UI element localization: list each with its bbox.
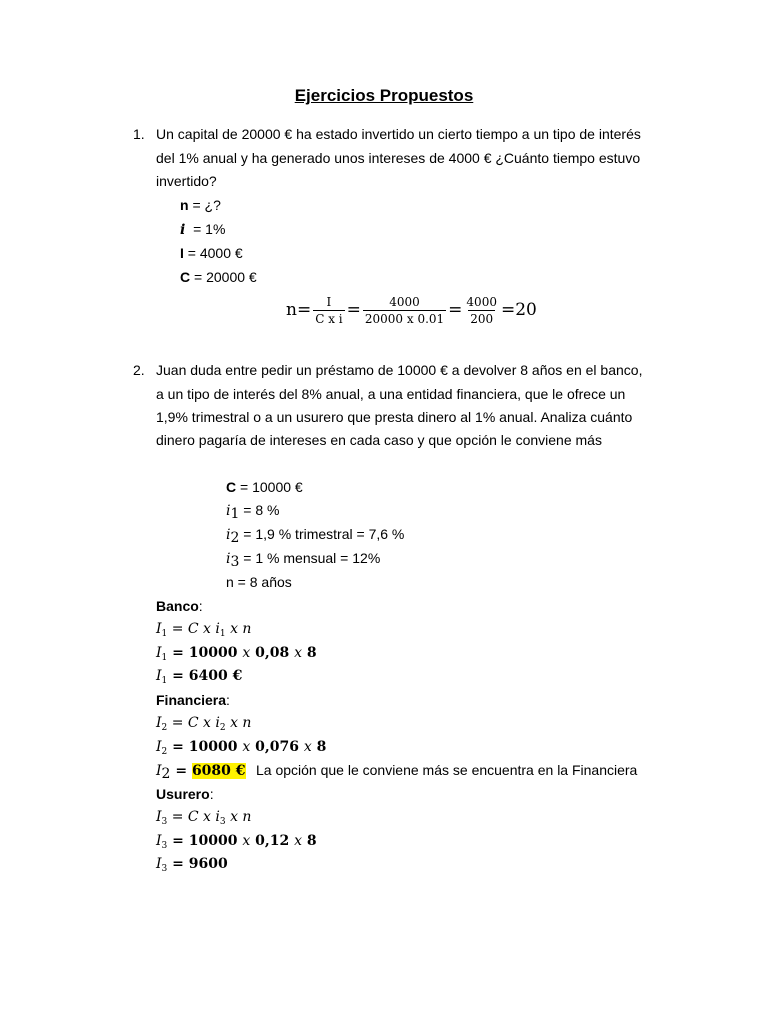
exercise-1-line-3: invertido? [156,173,217,189]
financiera-formula: $I_2 = C$ x $i_2$ x n [156,715,252,733]
financiera-result-sub: 2 [161,766,171,782]
financiera-calculation: $I_2 = 10000$ x 0,076 x 8 [156,739,327,757]
usurero-calculation: $I_3 = 10000$ x 0,12 x 8 [156,833,317,851]
data-i2: $i_2 = 1,9$ % trimestral = 7,6 % [226,526,405,546]
page-title: Ejercicios Propuestos [294,86,474,105]
formula-time [286,290,537,330]
exercise-2-line-2: a un tipo de interés del 8% anual, a una entidad financiera, que le ofrece un [156,386,626,402]
data-i3: $i_3 = 1$ % mensual = 12% [226,550,381,570]
financiera-result-eq: = [170,763,192,779]
data-C: C = 20000 € [180,269,257,285]
exercise-1-line-2: del 1% anual y ha generado unos intereses de 4000 € ¿Cuánto tiempo estuvo [156,150,641,166]
fraction-3-denominator: 200 [470,311,494,326]
fraction-3-numerator: 4000 [466,294,497,309]
exercise-1-number: 1. [133,126,145,142]
exercise-2-line-1: Juan duda entre pedir un préstamo de 10000 € a devolver 8 años en el banco, [156,362,643,378]
formula-lhs: n= [286,300,312,320]
usurero-formula: $I_3 = C$ x $i_3$ x n [156,809,252,827]
banco-calculation: $I_1 = 10000$ x 0,08 x 8 [156,645,317,663]
fraction-2 [363,295,446,326]
data-i: i = 1% [180,221,226,238]
exercise-2-line-3: 1,9% trimestral o a un usurero que presta dinero al 1% anual. Analiza cuánto [156,409,633,425]
banco-formula: $I_1 = C$ x $i_1$ x n [156,621,252,639]
data-n2: n = 8 años [226,574,292,590]
fraction-1-denominator: C x i [315,311,343,326]
banco-heading: Banco: [156,598,203,614]
fraction-2-denominator: 20000 x 0.01 [364,311,445,326]
financiera-heading: Financiera: [156,692,230,708]
exercise-1-line-1: Un capital de 20000 € ha estado invertido un cierto tiempo a un tipo de interés [156,126,641,142]
fraction-1-numerator: I [326,294,332,309]
fraction-2-numerator: 4000 [389,294,420,309]
exercise-2-line-4: dinero pagaría de intereses en cada caso y que opción le conviene más [156,432,602,448]
financiera-result-var: I [156,763,162,779]
data-C2: C = 10000 € [226,479,303,495]
financiera-result [156,761,637,783]
banco-result: $I_1 = 6400$ € [156,668,243,686]
exercise-2-number: 2. [133,362,145,378]
usurero-heading: Usurero: [156,786,214,802]
formula-equals-2: = [448,300,463,320]
formula-equals-1: = [346,300,361,320]
data-I: I = 4000 € [180,245,243,261]
formula-result: =20 [500,300,537,320]
fraction-1 [313,295,344,326]
data-i1: $i_1 = 8$ % [226,502,280,522]
usurero-result: $I_3 = 9600$ [156,856,228,874]
highlighted-result: 6080 € [191,763,246,779]
data-n: n = ¿? [180,197,221,213]
fraction-3 [464,295,499,326]
financiera-comment: La opción que le conviene más se encuentra en la Financiera [255,762,638,778]
